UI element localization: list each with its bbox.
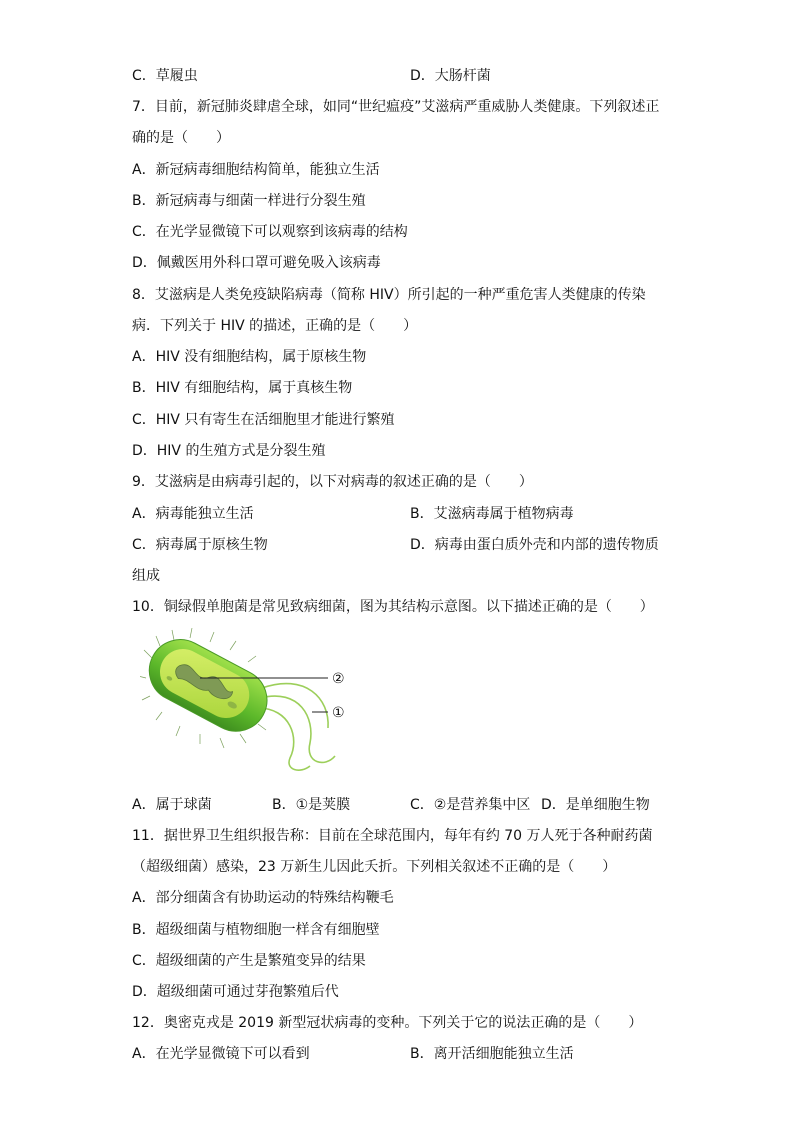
q12-stem: 12．奥密克戎是 2019 新型冠状病毒的变种。下列关于它的说法正确的是（ ） bbox=[132, 1015, 643, 1031]
q8-option-a: A．HIV 没有细胞结构，属于原核生物 bbox=[132, 349, 367, 365]
q7-option-b: B．新冠病毒与细菌一样进行分裂生殖 bbox=[132, 193, 366, 209]
label-2: ② bbox=[332, 671, 345, 687]
q11-option-c: C．超级细菌的产生是繁殖变异的结果 bbox=[132, 953, 366, 969]
cell-body bbox=[140, 629, 278, 742]
q7-stem-line2: 确的是（ ） bbox=[132, 130, 230, 146]
q8-stem-line2: 病．下列关于 HIV 的描述，正确的是（ ） bbox=[132, 318, 418, 334]
q9-option-d-cont: 组成 bbox=[132, 568, 160, 584]
label-1: ① bbox=[332, 705, 345, 721]
flagella bbox=[258, 684, 335, 771]
q6-option-c: C．草履虫 bbox=[132, 68, 198, 84]
q11-option-a: A．部分细菌含有协助运动的特殊结构鞭毛 bbox=[132, 890, 394, 906]
q10-stem: 10．铜绿假单胞菌是常见致病细菌，图为其结构示意图。以下描述正确的是（ ） bbox=[132, 599, 654, 615]
q9-stem: 9．艾滋病是由病毒引起的，以下对病毒的叙述正确的是（ ） bbox=[132, 474, 533, 490]
bacterium-diagram bbox=[140, 628, 380, 778]
q8-stem-line1: 8．艾滋病是人类免疫缺陷病毒（简称 HIV）所引起的一种严重危害人类健康的传染 bbox=[132, 287, 646, 303]
q7-option-c: C．在光学显微镜下可以观察到该病毒的结构 bbox=[132, 224, 408, 240]
q11-option-b: B．超级细菌与植物细胞一样含有细胞壁 bbox=[132, 922, 380, 938]
q10-option-c: C．②是营养集中区 bbox=[410, 797, 531, 813]
q12-option-a: A．在光学显微镜下可以看到 bbox=[132, 1046, 310, 1062]
q7-option-a: A．新冠病毒细胞结构简单，能独立生活 bbox=[132, 162, 380, 178]
q9-option-d: D．病毒由蛋白质外壳和内部的遗传物质 bbox=[410, 537, 659, 553]
q11-stem-line2: （超级细菌）感染，23 万新生儿因此夭折。下列相关叙述不正确的是（ ） bbox=[132, 859, 617, 875]
q8-option-c: C．HIV 只有寄生在活细胞里才能进行繁殖 bbox=[132, 412, 395, 428]
q10-option-a: A．属于球菌 bbox=[132, 797, 212, 813]
q8-option-b: B．HIV 有细胞结构，属于真核生物 bbox=[132, 380, 353, 396]
q10-option-b: B．①是荚膜 bbox=[272, 797, 351, 813]
q8-option-d: D．HIV 的生殖方式是分裂生殖 bbox=[132, 443, 326, 459]
q7-stem-line1: 7．目前，新冠肺炎肆虐全球，如同“世纪瘟疫”艾滋病严重威胁人类健康。下列叙述正 bbox=[132, 99, 660, 115]
q7-option-d: D．佩戴医用外科口罩可避免吸入该病毒 bbox=[132, 255, 381, 271]
q6-option-d: D．大肠杆菌 bbox=[410, 68, 491, 84]
q9-option-c: C．病毒属于原核生物 bbox=[132, 537, 268, 553]
q9-option-b: B．艾滋病毒属于植物病毒 bbox=[410, 506, 574, 522]
q11-option-d: D．超级细菌可通过芽孢繁殖后代 bbox=[132, 984, 339, 1000]
q12-option-b: B．离开活细胞能独立生活 bbox=[410, 1046, 574, 1062]
bacterium-illustration bbox=[140, 628, 380, 778]
q9-option-a: A．病毒能独立生活 bbox=[132, 506, 254, 522]
q10-option-d: D．是单细胞生物 bbox=[541, 797, 650, 813]
q11-stem-line1: 11．据世界卫生组织报告称：目前在全球范围内，每年有约 70 万人死于各种耐药菌 bbox=[132, 828, 653, 844]
